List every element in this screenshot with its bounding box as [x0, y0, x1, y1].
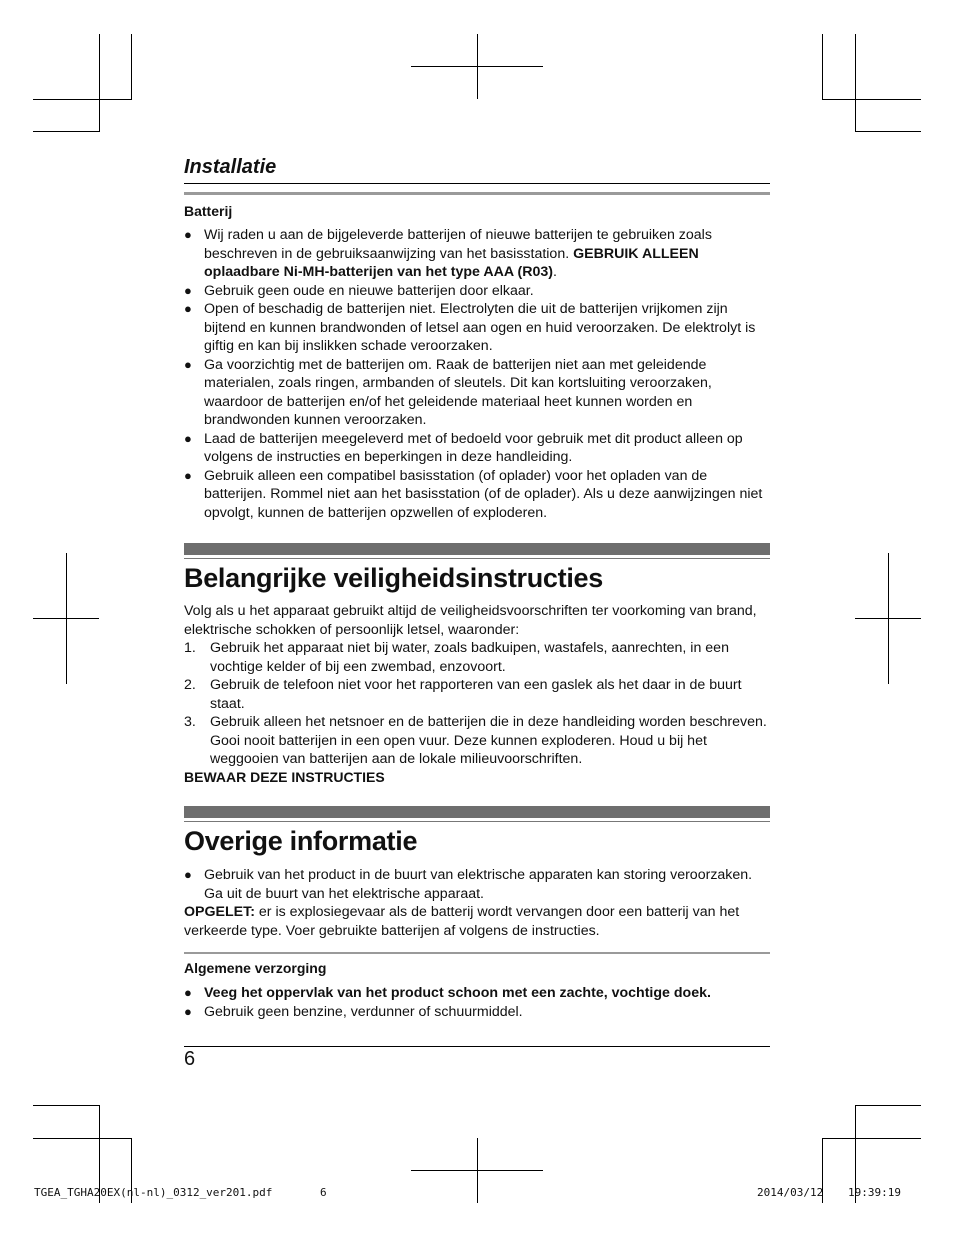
list-item [184, 866, 770, 903]
bullet-icon: ● [184, 282, 192, 298]
list-item-text: Gebruik de telefoon niet voor het rapporteren van een gaslek als het daar in de buurt staat. [210, 677, 742, 712]
footer-rule [184, 1046, 770, 1047]
list-item-text: Ga voorzichtig met de batterijen om. Raak de batterijen niet aan met geleidende materialen, zoals ringen, armbanden of sleutels. Dit kan kortsluiting veroorzaken, waardoor de batterijen en/of het geleidende materiaal heet kunnen worden en brandwonden kunnen veroorzaken. [204, 356, 712, 428]
list-item-text: Gebruik alleen een compatibel basisstation (of oplader) voor het opladen van de batterijen. Rommel niet aan het basisstation (of de oplader). Als u deze aanwijzingen niet opvolgt, kunnen de batterijen opzwellen of exploderen. [204, 467, 763, 521]
batterij-heading: Batterij [184, 203, 233, 219]
caution-note [184, 903, 770, 940]
list-item [184, 639, 770, 676]
other-heading: Overige informatie [184, 826, 418, 856]
section-bar [184, 543, 770, 555]
batterij-list [184, 226, 770, 522]
other-list [184, 866, 770, 903]
care-list [184, 984, 770, 1021]
list-item-text: Open of beschadig de batterijen niet. Electrolyten die uit de batterijen vrijkomen zijn bijtend en kunnen brandwonden of letsel aan ogen en huid veroorzaken. De elektrolyt is giftig en kan bij inslikken schade veroorzaken. [204, 301, 756, 354]
safety-closing: BEWAAR DEZE INSTRUCTIES [184, 769, 385, 785]
header-rule [184, 183, 770, 184]
list-item-text: Veeg het oppervlak van het product schoon met een zachte, vochtige doek. [204, 985, 711, 1001]
bullet-icon: ● [184, 985, 192, 1000]
list-item-text: Gebruik het apparaat niet bij water, zoals badkuipen, wastafels, aanrechten, in een vochtige kelder of bij een zwembad, enzovoort. [210, 640, 729, 675]
header-gray-rule [184, 192, 770, 195]
page-number: 6 [184, 1048, 196, 1070]
section-rule [184, 558, 770, 559]
footer-date: 2014/03/12 [757, 1186, 824, 1199]
list-item [184, 676, 770, 713]
bullet-icon: ● [184, 356, 192, 372]
bullet-icon: ● [184, 227, 192, 242]
bullet-icon: ● [184, 430, 192, 446]
bullet-icon: ● [184, 301, 192, 316]
list-item-text: Gebruik alleen het netsnoer en de batterijen die in deze handleiding worden beschreven. Gooi nooit batterijen in een open vuur. Deze kunnen exploderen. Houd u bij het weggooien van batterijen aan de lokale milieuvoorschriften. [210, 714, 767, 767]
care-heading: Algemene verzorging [184, 960, 327, 976]
list-item-text: Wij raden u aan de bijgeleverde batterijen of nieuwe batterijen te gebruiken zoals beschreven in de gebruiksaanwijzing van het basisstation. [204, 227, 712, 262]
footer-time: 19:39:19 [848, 1186, 901, 1199]
safety-list [184, 639, 770, 769]
list-item-emphasis: GEBRUIK ALLEEN oplaadbare Ni-MH-batterijen van het type AAA (R03) [204, 245, 699, 280]
care-rule [184, 952, 770, 954]
list-item [184, 300, 770, 356]
section-bar [184, 806, 770, 818]
list-item [184, 282, 770, 301]
list-item-number: 3. [184, 714, 196, 730]
list-item [184, 356, 770, 430]
bullet-icon: ● [184, 1003, 192, 1019]
list-item-text: Gebruik geen oude en nieuwe batterijen door elkaar. [204, 282, 534, 299]
footer-page: 6 [320, 1186, 327, 1199]
bullet-icon: ● [184, 467, 192, 483]
bullet-icon: ● [184, 867, 192, 882]
caution-label: OPGELET: [184, 904, 255, 920]
list-item [184, 713, 770, 769]
section-title: Installatie [184, 156, 277, 178]
list-item [184, 430, 770, 467]
list-item [184, 226, 770, 282]
list-item-number: 1. [184, 640, 196, 656]
footer-filename: TGEA_TGHA20EX(nl-nl)_0312_ver201.pdf [34, 1186, 273, 1199]
list-item-tail: . [552, 264, 557, 280]
list-item [184, 1003, 770, 1022]
caution-text: er is explosiegevaar als de batterij wordt vervangen door een batterij van het verkeerde type. Voer gebruikte batterijen af volgens de instructies. [184, 904, 740, 939]
list-item [184, 467, 770, 523]
list-item-text: Gebruik geen benzine, verdunner of schuurmiddel. [204, 1003, 523, 1020]
section-rule [184, 821, 770, 822]
list-item-text: Gebruik van het product in de buurt van elektrische apparaten kan storing veroorzaken. Ga uit de buurt van het elektrische apparaat. [204, 867, 753, 902]
safety-heading: Belangrijke veiligheidsinstructies [184, 563, 603, 593]
list-item-number: 2. [184, 677, 196, 693]
list-item [184, 984, 770, 1003]
list-item-text: Laad de batterijen meegeleverd met of bedoeld voor gebruik met dit product alleen op volgens de instructies en beperkingen in deze handleiding. [204, 430, 743, 465]
safety-intro: Volg als u het apparaat gebruikt altijd de veiligheidsvoorschriften ter voorkoming van brand, elektrische schokken of persoonlijk letsel, waaronder: [184, 603, 757, 638]
